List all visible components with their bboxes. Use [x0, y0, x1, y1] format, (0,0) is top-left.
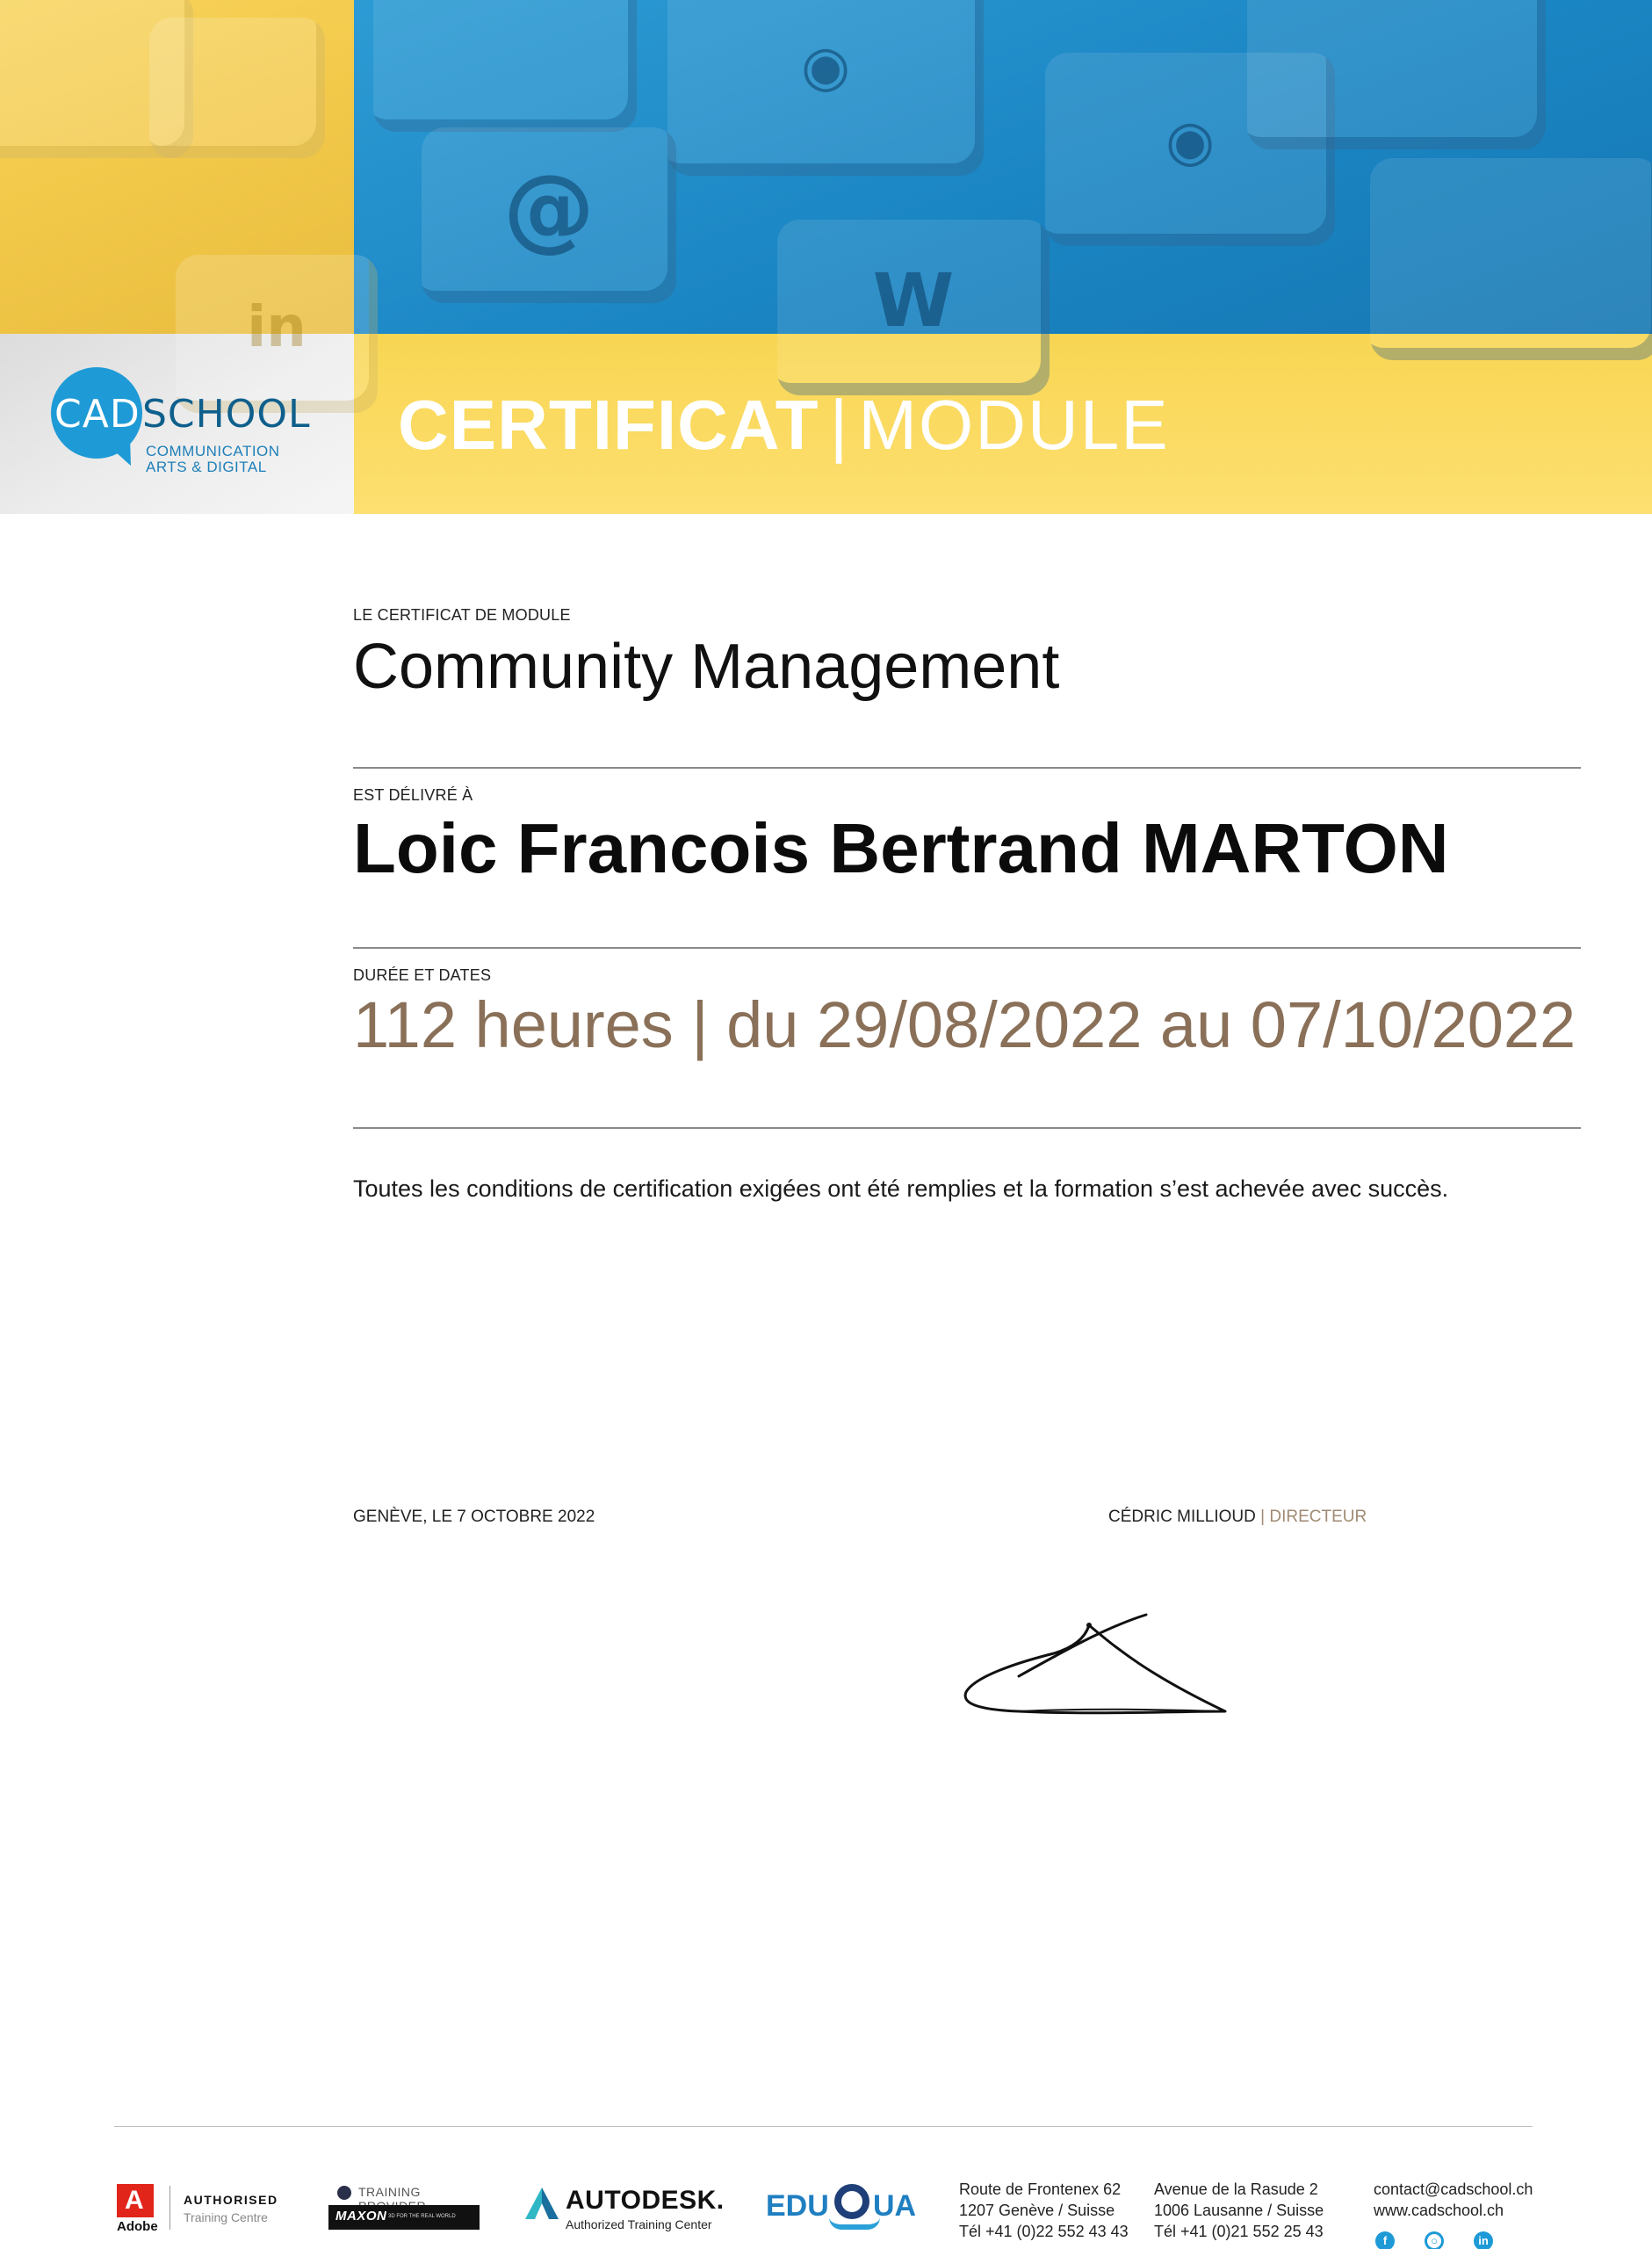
keyboard-key: [149, 18, 325, 158]
duration-dates: 112 heures | du 29/08/2022 au 07/10/2022: [353, 988, 1576, 1061]
phone-line: Tél +41 (0)21 552 25 43: [1154, 2223, 1324, 2240]
footer: [0, 2126, 1652, 2249]
certificate-headline: [398, 381, 1170, 469]
adobe-training-logo: [117, 2184, 292, 2237]
address-line: 1207 Genève / Suisse: [959, 2202, 1115, 2219]
keyboard-key: [1247, 0, 1546, 149]
module-title: Community Management: [353, 632, 1060, 702]
logo-tagline-1: COMMUNICATION: [146, 443, 280, 459]
logo-tagline-2: ARTS & DIGITAL: [146, 459, 267, 475]
signatory-role: DIRECTEUR: [1269, 1508, 1367, 1526]
autodesk-training-logo: [525, 2184, 736, 2237]
address-geneve: [959, 2179, 1129, 2242]
eduqua-edu: EDU: [766, 2189, 829, 2223]
wordpress-icon: W: [872, 257, 955, 343]
facebook-icon: f: [1375, 2231, 1395, 2249]
address-lausanne: [1154, 2179, 1324, 2242]
logo-school-text: SCHOOL: [142, 392, 311, 437]
phone-line: Tél +41 (0)22 552 43 43: [959, 2223, 1129, 2240]
divider: [353, 947, 1581, 949]
adobe-icon: A: [117, 2184, 154, 2217]
address-line: 1006 Lausanne / Suisse: [1154, 2202, 1324, 2219]
maxon-wordmark: MAXON: [335, 2209, 387, 2224]
keyboard-key: [1370, 158, 1652, 360]
signatory-separator: |: [1255, 1508, 1270, 1526]
contact-info: [1374, 2179, 1533, 2221]
place-and-date: GENÈVE, LE 7 OCTOBRE 2022: [353, 1508, 595, 1526]
headline-separator: |: [829, 386, 848, 464]
cad-school-logo: [51, 367, 314, 481]
keyboard-key: [373, 0, 637, 132]
recipient-name: Loic Francois Bertrand MARTON: [353, 809, 1449, 887]
keyboard-key: [777, 220, 1050, 395]
location-pin-icon: ◉: [1165, 109, 1215, 175]
autodesk-subtitle: Authorized Training Center: [566, 2217, 712, 2231]
instagram-icon: ○: [1425, 2231, 1444, 2249]
autodesk-wordmark: AUTODESK.: [566, 2186, 725, 2215]
adobe-training-centre: Training Centre: [184, 2210, 268, 2224]
completion-statement: Toutes les conditions de certification exigées ont été remplies et la formation s’est achevée avec succès.: [353, 1175, 1449, 1202]
at-sign-icon: @: [503, 155, 595, 262]
contact-website: www.cadschool.ch: [1374, 2202, 1504, 2219]
maxon-tagline: 3D FOR THE REAL WORLD: [388, 2214, 456, 2219]
maxon-training-provider: TRAINING: [358, 2185, 421, 2199]
eduqua-ua: UA: [873, 2189, 917, 2223]
headline-certificat: CERTIFICAT: [398, 386, 819, 464]
keyboard-key: [422, 127, 676, 303]
cinema4d-icon: [337, 2186, 351, 2200]
address-line: Route de Frontenex 62: [959, 2180, 1122, 2198]
contact-email: contact@cadschool.ch: [1374, 2180, 1533, 2198]
recipient-label: EST DÉLIVRÉ À: [353, 786, 473, 804]
eduqua-logo: [762, 2180, 920, 2242]
signatory-name: CÉDRIC MILLIOUD: [1108, 1508, 1256, 1526]
linkedin-key-icon: in: [247, 294, 307, 360]
divider: [353, 1127, 1581, 1129]
address-line: Avenue de la Rasude 2: [1154, 2180, 1318, 2198]
headline-module: MODULE: [858, 386, 1170, 464]
module-label: LE CERTIFICAT DE MODULE: [353, 606, 571, 624]
autodesk-icon: [525, 2188, 559, 2219]
logo-cad-text: CAD: [54, 392, 141, 437]
maxon-training-logo: [327, 2182, 485, 2235]
adobe-wordmark: Adobe: [117, 2219, 158, 2234]
footer-rule: [114, 2126, 1533, 2127]
drop-icon: ◉: [801, 33, 850, 99]
keyboard-key: [667, 0, 984, 176]
signatory: [1108, 1508, 1367, 1527]
divider: [353, 767, 1581, 769]
linkedin-icon: in: [1474, 2231, 1493, 2249]
header-banner: [0, 0, 1652, 514]
director-signature: [957, 1608, 1247, 1722]
duration-label: DURÉE ET DATES: [353, 966, 492, 984]
eduqua-q-icon: [834, 2184, 869, 2219]
adobe-authorised: AUTHORISED: [184, 2193, 278, 2207]
